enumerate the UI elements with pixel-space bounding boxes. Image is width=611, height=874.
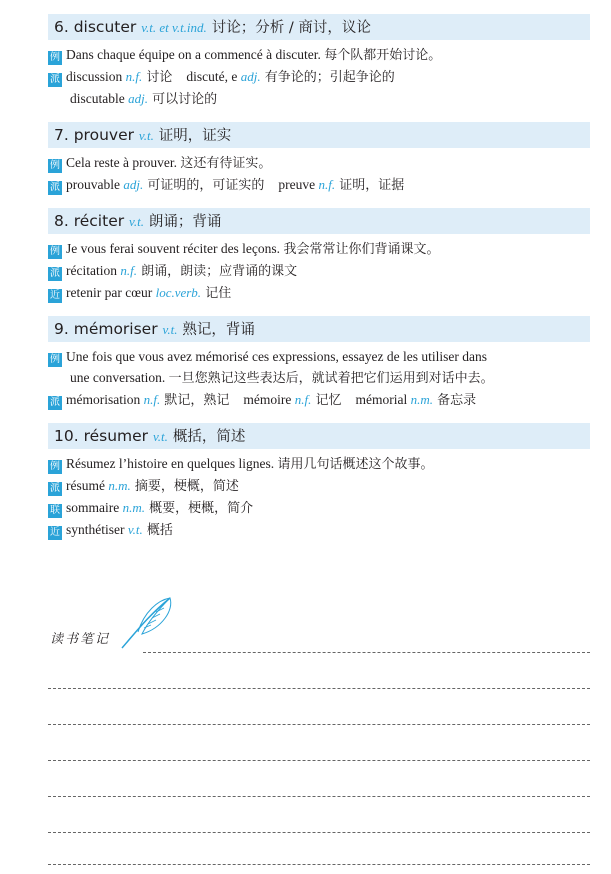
- entry-line: [48, 88, 590, 110]
- chinese-text: 这还有待证实。: [180, 156, 272, 171]
- part-of-speech: n.m.: [122, 500, 146, 515]
- french-text: Résumez l’histoire en quelques lignes.: [66, 456, 278, 471]
- french-text: résumé: [66, 478, 109, 493]
- line-tag: 例: [50, 52, 60, 63]
- french-text: discuté, e: [186, 69, 241, 84]
- entry-line: [48, 238, 590, 260]
- part-of-speech: v.t.: [127, 522, 143, 537]
- entry-word: 9. mémoriser: [54, 320, 158, 338]
- entry-word: 7. prouver: [54, 126, 134, 144]
- french-text: preuve: [278, 177, 319, 192]
- chinese-text: 我会常常让你们背诵课文。: [283, 242, 440, 257]
- entry-header: [48, 316, 590, 342]
- entry-meaning: 讨论；分析 / 商讨，议论: [211, 20, 371, 36]
- vocab-entry: [48, 316, 590, 411]
- entry-line: [48, 497, 590, 519]
- part-of-speech: v.t. et v.t.ind.: [141, 20, 207, 35]
- chinese-text: 记忆: [311, 393, 342, 408]
- entry-line: [48, 367, 590, 389]
- entry-line: [48, 475, 590, 497]
- chinese-text: 记住: [201, 286, 232, 301]
- part-of-speech: n.m.: [410, 392, 434, 407]
- chinese-text: 概括: [142, 523, 173, 538]
- chinese-text: 概要，梗概，简介: [145, 501, 254, 516]
- chinese-text: 讨论: [142, 70, 173, 85]
- entry-line: [48, 44, 590, 66]
- entry-header: [48, 208, 590, 234]
- part-of-speech: adj.: [123, 177, 144, 192]
- french-text: retenir par cœur: [66, 285, 156, 300]
- entry-line: [48, 282, 590, 304]
- entry-header: [48, 423, 590, 449]
- french-text: Cela reste à prouver.: [66, 155, 181, 170]
- chinese-text: 有争论的；引起争论的: [260, 70, 395, 85]
- vocab-entry: [48, 423, 590, 541]
- line-tag: 近: [50, 527, 60, 538]
- line-tag: 派: [50, 268, 60, 279]
- entry-header: [48, 14, 590, 40]
- line-tag: 近: [50, 290, 60, 301]
- chinese-text: 每个队都开始讨论。: [324, 48, 442, 63]
- entry-meaning: 熟记，背诵: [182, 322, 255, 338]
- chinese-text: 朗诵，朗读；应背诵的课文: [136, 264, 298, 279]
- part-of-speech: n.f.: [125, 69, 143, 84]
- part-of-speech: n.m.: [108, 478, 131, 493]
- french-text: récitation: [66, 263, 121, 278]
- note-line: [48, 724, 590, 725]
- entry-meaning: 概括，简述: [172, 429, 246, 445]
- entry-line: [48, 389, 590, 411]
- part-of-speech: v.t.: [162, 322, 178, 337]
- note-line: [48, 688, 590, 689]
- entry-header: [48, 122, 590, 148]
- french-text: sommaire: [66, 500, 123, 515]
- note-line: [48, 864, 590, 865]
- line-tag: 派: [50, 74, 60, 85]
- chinese-text: 默记，熟记: [160, 393, 230, 408]
- chinese-text: 一旦您熟记这些表达后，就试着把它们运用到对话中去。: [168, 371, 494, 386]
- line-tag: 派: [50, 397, 60, 408]
- entry-meaning: 朗诵；背诵: [148, 214, 222, 230]
- line-tag: 例: [50, 354, 60, 365]
- french-text: Je vous ferai souvent réciter des leçons.: [66, 241, 284, 256]
- note-line: [48, 760, 590, 761]
- line-tag: 联: [50, 505, 60, 516]
- french-text: discussion: [66, 69, 126, 84]
- french-text: mémorisation: [66, 392, 144, 407]
- note-line: [143, 652, 590, 653]
- part-of-speech: n.f.: [294, 392, 312, 407]
- line-tag: 例: [50, 160, 60, 171]
- chinese-text: 证明，证据: [335, 178, 405, 193]
- entry-line: [48, 519, 590, 541]
- french-text: synthétiser: [66, 522, 128, 537]
- entry-line: [48, 453, 590, 475]
- vocab-entry: [48, 208, 590, 304]
- part-of-speech: adj.: [128, 91, 148, 106]
- french-text: prouvable: [66, 177, 124, 192]
- part-of-speech: adj.: [240, 69, 261, 84]
- vocab-entry: [48, 122, 590, 196]
- part-of-speech: n.f.: [120, 263, 137, 278]
- part-of-speech: loc.verb.: [155, 285, 202, 300]
- french-text: mémoire: [243, 392, 295, 407]
- line-tag: 派: [50, 182, 60, 193]
- line-tag: 例: [50, 461, 60, 472]
- entry-line: [48, 152, 590, 174]
- french-text: discutable: [70, 91, 129, 106]
- french-text: Dans chaque équipe on a commencé à discuter.: [66, 47, 325, 62]
- note-line: [48, 796, 590, 797]
- chinese-text: 可以讨论的: [147, 92, 218, 107]
- notes-title: 读书笔记: [50, 632, 111, 647]
- french-text: une conversation.: [70, 370, 169, 385]
- chinese-text: 备忘录: [433, 393, 477, 408]
- part-of-speech: n.f.: [143, 392, 161, 407]
- part-of-speech: n.f.: [318, 177, 336, 192]
- line-tag: 例: [50, 246, 60, 257]
- chinese-text: 请用几句话概述这个故事。: [277, 457, 434, 472]
- entry-word: 10. résumer: [54, 427, 149, 445]
- feather-icon: [118, 594, 178, 654]
- vocab-entry: [48, 14, 590, 110]
- chinese-text: 可证明的，可证实的: [143, 178, 265, 193]
- french-text: mémorial: [355, 392, 411, 407]
- chinese-text: 摘要，梗概，简述: [130, 479, 239, 494]
- entry-meaning: 证明，证实: [158, 128, 232, 144]
- entry-line: [48, 174, 590, 196]
- note-line: [48, 832, 590, 833]
- part-of-speech: v.t.: [129, 214, 144, 229]
- entry-line: [48, 346, 590, 367]
- part-of-speech: v.t.: [153, 429, 168, 444]
- french-text: Une fois que vous avez mémorisé ces expressions, essayez de les utiliser dans: [66, 349, 488, 364]
- vocabulary-list: [48, 14, 590, 553]
- entry-line: [48, 260, 590, 282]
- entry-line: [48, 66, 590, 88]
- line-tag: 派: [50, 483, 60, 494]
- entry-word: 8. réciter: [54, 212, 125, 230]
- part-of-speech: v.t.: [138, 128, 154, 143]
- entry-word: 6. discuter: [54, 18, 137, 36]
